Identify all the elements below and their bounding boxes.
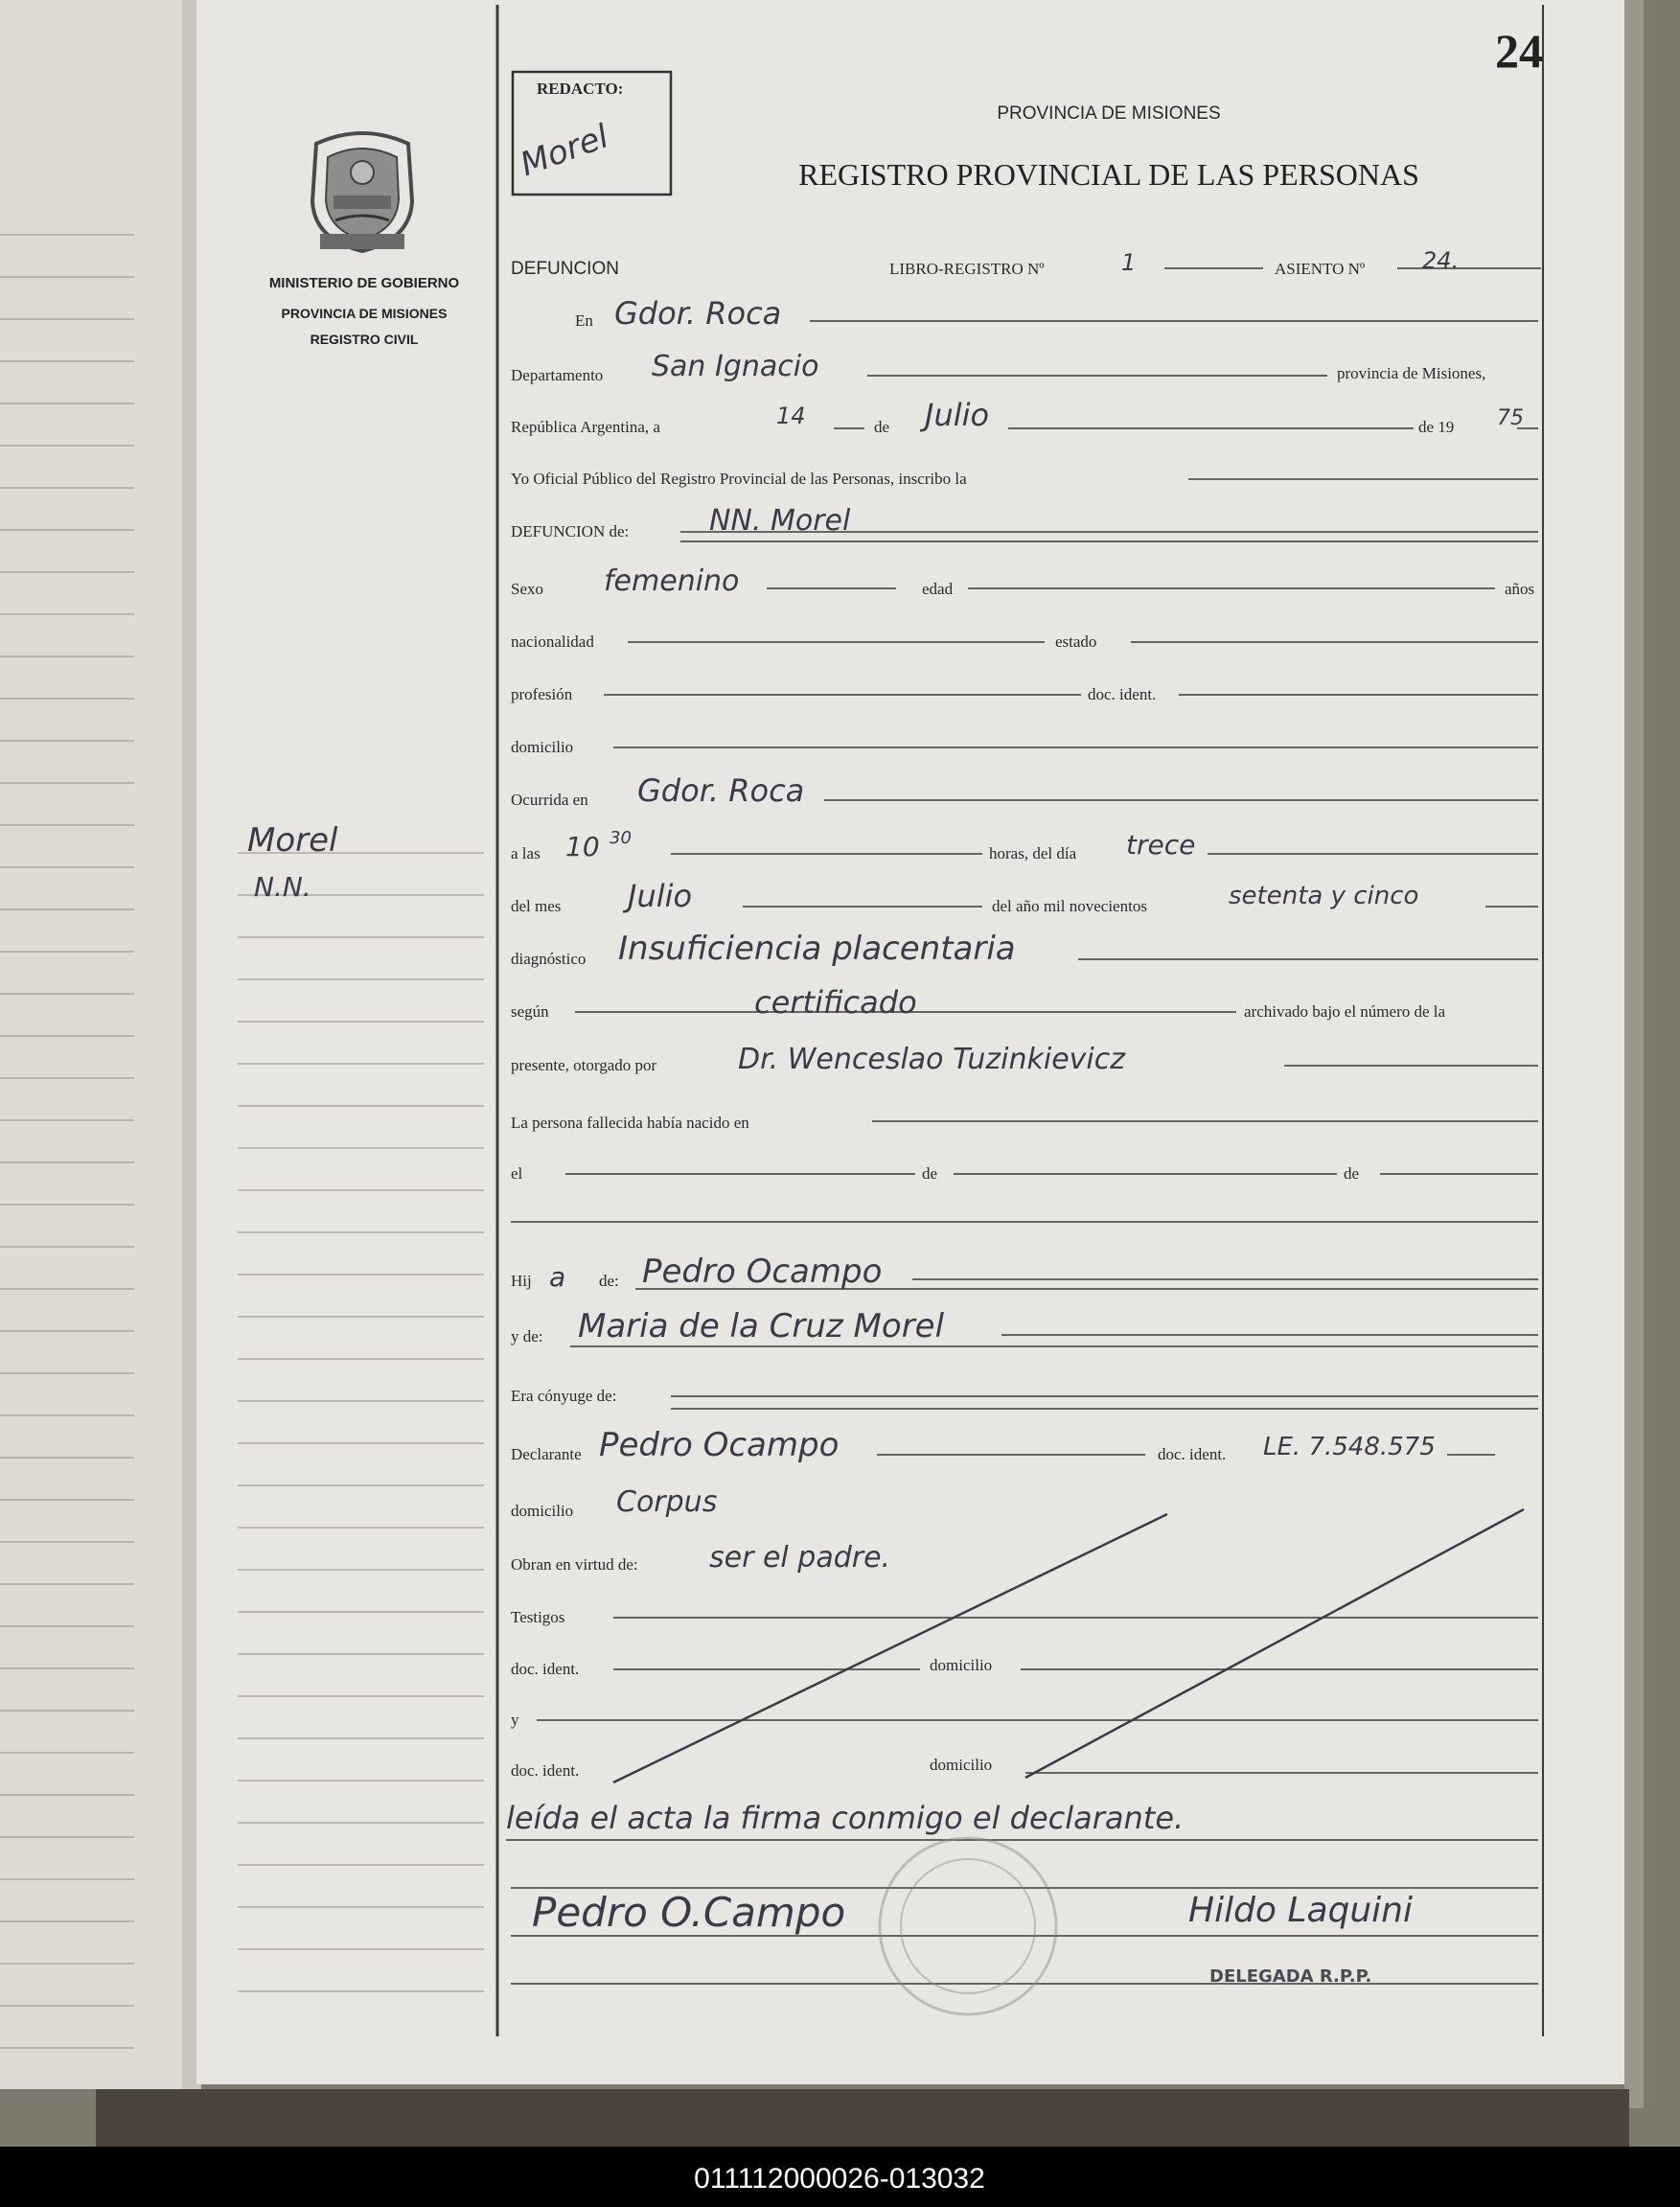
closing-phrase: leída el acta la firma conmigo el declarante. bbox=[506, 1800, 1185, 1836]
libro-value: 1 bbox=[1121, 249, 1137, 276]
presente-value: Dr. Wenceslao Tuzinkievicz bbox=[738, 1043, 1125, 1076]
madre-value: Maria de la Cruz Morel bbox=[578, 1307, 945, 1345]
obran-value: ser el padre. bbox=[709, 1541, 891, 1575]
hijo-label: Hij bbox=[511, 1272, 532, 1290]
dia-value: 14 bbox=[776, 402, 806, 429]
asiento-value: 24. bbox=[1422, 247, 1460, 274]
del-mes-value: Julio bbox=[628, 878, 693, 914]
ministry-line1: MINISTERIO DE GOBIERNO bbox=[268, 275, 460, 291]
padre-value: Pedro Ocampo bbox=[642, 1253, 883, 1291]
page-edge bbox=[1624, 0, 1644, 2108]
t2-doc-label: doc. ident. bbox=[511, 1761, 580, 1780]
asiento-label: ASIENTO Nº bbox=[1275, 260, 1366, 278]
decl-doc-value: LE. 7.548.575 bbox=[1263, 1433, 1436, 1461]
conyuge-label: Era cónyuge de: bbox=[511, 1387, 617, 1405]
ocurrida-label: Ocurrida en bbox=[511, 791, 588, 809]
ministry-line3: REGISTRO CIVIL bbox=[310, 332, 419, 347]
decl-domicilio-value: Corpus bbox=[616, 1485, 718, 1519]
y-de-label: y de: bbox=[511, 1327, 543, 1345]
doc-ident-label: doc. ident. bbox=[1088, 685, 1157, 703]
decl-domicilio-label: domicilio bbox=[511, 1502, 574, 1520]
de-label: de bbox=[874, 418, 890, 436]
del-mes-label: del mes bbox=[511, 897, 562, 915]
a-las-label: a las bbox=[511, 844, 541, 862]
declarante-value: Pedro Ocampo bbox=[599, 1426, 840, 1464]
provincia-label: provincia de Misiones, bbox=[1337, 364, 1486, 382]
departamento-value: San Ignacio bbox=[652, 350, 819, 383]
registry-header: REGISTRO PROVINCIAL DE LAS PERSONAS bbox=[798, 157, 1419, 192]
libro-label: LIBRO-REGISTRO Nº bbox=[889, 260, 1045, 278]
hora-value: 10 bbox=[565, 831, 600, 862]
minutos-value: 30 bbox=[610, 828, 632, 848]
y-label: y bbox=[511, 1711, 519, 1729]
signature-declarante: Pedro O.Campo bbox=[532, 1889, 846, 1936]
anio-texto-value: setenta y cinco bbox=[1229, 882, 1419, 910]
nacionalidad-label: nacionalidad bbox=[511, 632, 594, 651]
sexo-label: Sexo bbox=[511, 580, 543, 598]
signature-oficial: Hildo Laquini bbox=[1188, 1891, 1413, 1930]
estado-label: estado bbox=[1055, 632, 1097, 651]
anios-label: años bbox=[1505, 580, 1535, 598]
form-type-label: DEFUNCION bbox=[511, 259, 619, 279]
de1-label: de bbox=[922, 1164, 938, 1183]
stamp-label: REDACTO: bbox=[537, 80, 624, 98]
defuncion-de-value: NN. Morel bbox=[709, 504, 851, 538]
sexo-value: femenino bbox=[604, 564, 740, 598]
en-label: En bbox=[575, 311, 593, 330]
segun-label: según bbox=[511, 1002, 549, 1021]
profesion-label: profesión bbox=[511, 685, 573, 703]
republica-label: República Argentina, a bbox=[511, 418, 660, 436]
stamp-signature: Morel bbox=[515, 117, 614, 185]
declarante-label: Declarante bbox=[511, 1445, 582, 1463]
edad-label: edad bbox=[922, 580, 954, 598]
dia-texto-value: trece bbox=[1126, 829, 1196, 861]
testigos-label: Testigos bbox=[511, 1608, 565, 1626]
en-value: Gdor. Roca bbox=[614, 295, 782, 332]
anio-value: 75 bbox=[1497, 406, 1524, 430]
page-number: 24 bbox=[1495, 24, 1543, 78]
defuncion-de-label: DEFUNCION de: bbox=[511, 522, 630, 540]
ministry-line2: PROVINCIA DE MISIONES bbox=[281, 306, 448, 321]
t1-doc-label: doc. ident. bbox=[511, 1660, 580, 1678]
margin-note-surname: Morel bbox=[247, 821, 338, 860]
footer-code: 011112000026-013032 bbox=[694, 2163, 985, 2195]
diagnostico-label: diagnóstico bbox=[511, 950, 587, 968]
left-page bbox=[0, 0, 196, 2089]
mes-value: Julio bbox=[925, 397, 990, 433]
segun-value: certificado bbox=[754, 984, 917, 1021]
de2-label: de bbox=[1344, 1164, 1360, 1183]
anio-mil-label: del año mil novecientos bbox=[992, 897, 1147, 915]
domicilio-label: domicilio bbox=[511, 738, 574, 756]
oficial-text: Yo Oficial Público del Registro Provincial de las Personas, inscribo la bbox=[511, 470, 967, 488]
diagnostico-value: Insuficiencia placentaria bbox=[618, 930, 1016, 968]
province-header: PROVINCIA DE MISIONES bbox=[997, 103, 1221, 124]
el-label: el bbox=[511, 1164, 523, 1183]
horas-label: horas, del día bbox=[989, 844, 1077, 862]
presente-label: presente, otorgado por bbox=[511, 1056, 657, 1074]
decl-doc-label: doc. ident. bbox=[1158, 1445, 1227, 1463]
anio-label: de 19 bbox=[1418, 418, 1455, 436]
nacido-label: La persona fallecida había nacido en bbox=[511, 1114, 749, 1132]
t1-domicilio-label: domicilio bbox=[930, 1656, 993, 1674]
oficial-stamp-text: DELEGADA R.P.P. bbox=[1209, 1966, 1372, 1987]
obran-label: Obran en virtud de: bbox=[511, 1555, 638, 1574]
book-cover-edge bbox=[96, 2089, 1629, 2156]
hijo-de-label: de: bbox=[599, 1272, 619, 1290]
archivado-label: archivado bajo el número de la bbox=[1244, 1002, 1446, 1021]
departamento-label: Departamento bbox=[511, 366, 604, 384]
hijo-suffix: a bbox=[549, 1261, 566, 1293]
ocurrida-value: Gdor. Roca bbox=[637, 772, 805, 809]
t2-domicilio-label: domicilio bbox=[930, 1756, 993, 1774]
margin-note-initials: N.N. bbox=[254, 871, 311, 903]
